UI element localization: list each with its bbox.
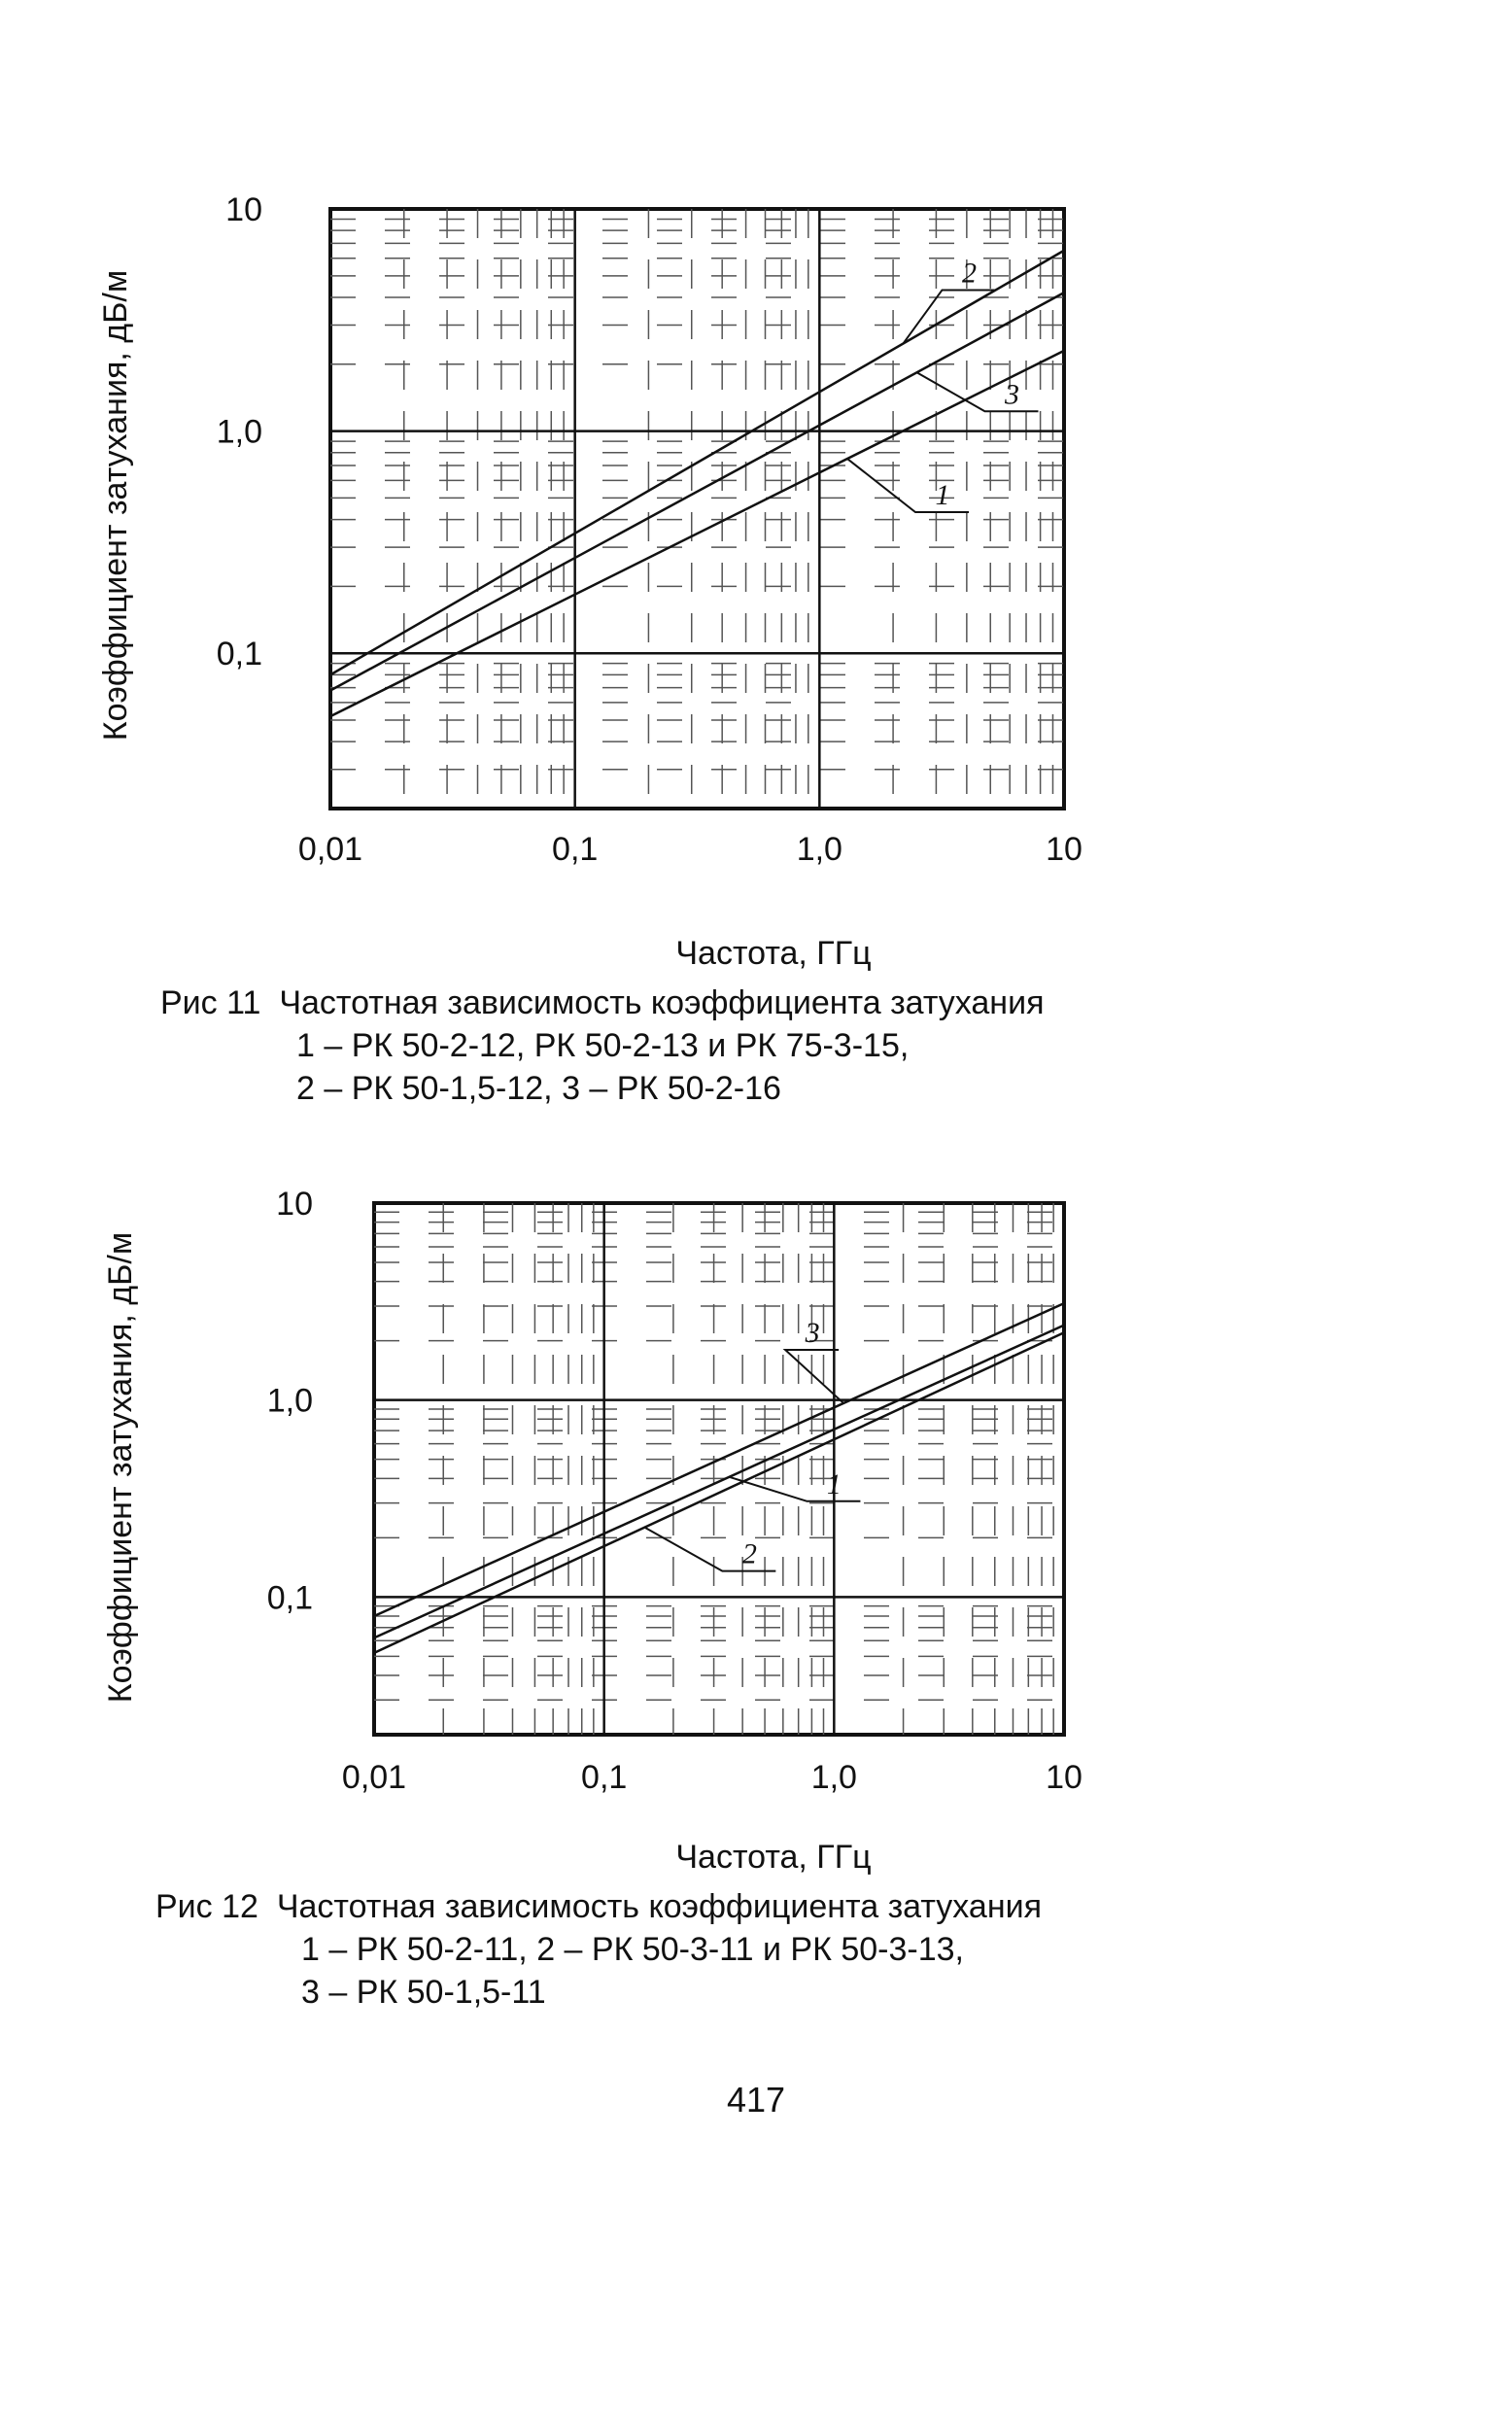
fig11-series-line-1 bbox=[330, 351, 1064, 716]
fig12-plot-frame bbox=[374, 1203, 1064, 1735]
fig11-x-tick-label: 10 bbox=[1046, 831, 1082, 868]
fig11-series-leader-1 bbox=[847, 459, 969, 512]
fig12-y-axis-title: Коэффициент затухания, дБ/м bbox=[102, 1231, 139, 1704]
fig12-y-tick-label: 0,1 bbox=[266, 1579, 313, 1617]
fig11-series-line-2 bbox=[330, 251, 1064, 675]
fig11-caption-line-2: 2 – РК 50-1,5-12, 3 – РК 50-2-16 bbox=[296, 1070, 781, 1107]
fig12-x-tick-label: 0,01 bbox=[341, 1759, 407, 1796]
fig11-x-tick-label: 0,1 bbox=[552, 831, 599, 868]
fig11-series-label-3: 3 bbox=[1004, 378, 1019, 411]
fig11-caption-title-line bbox=[160, 982, 1045, 1024]
fig12-x-tick-label: 1,0 bbox=[810, 1759, 857, 1796]
fig11-series-label-1: 1 bbox=[935, 479, 950, 512]
fig11-caption-label: Рис 11 bbox=[160, 984, 261, 1021]
fig11-y-tick-label: 1,0 bbox=[216, 413, 262, 451]
fig12-series-label-3: 3 bbox=[805, 1316, 820, 1349]
fig11-caption-title: Частотная зависимость коэффициента затухания bbox=[279, 984, 1045, 1021]
fig11-caption bbox=[160, 982, 1045, 1110]
fig11-x-tick-label: 0,01 bbox=[297, 831, 363, 868]
fig12-caption-line-2: 3 – РК 50-1,5-11 bbox=[301, 1974, 546, 2011]
fig11-x-tick-label: 1,0 bbox=[796, 831, 842, 868]
fig12-series-line-1 bbox=[374, 1326, 1064, 1638]
fig12-caption-label: Рис 12 bbox=[155, 1888, 258, 1925]
fig12-x-axis-label: Частота, ГГц bbox=[675, 1839, 872, 1876]
page-number: 417 bbox=[726, 2080, 786, 2120]
fig12-series-label-1: 1 bbox=[826, 1467, 842, 1500]
fig11-x-axis-label: Частота, ГГц bbox=[675, 935, 872, 972]
fig12-caption-title-line bbox=[155, 1885, 1042, 1928]
fig12-series-line-2 bbox=[374, 1332, 1064, 1653]
fig11-y-tick-label: 0,1 bbox=[216, 636, 262, 673]
fig12-x-tick-label: 0,1 bbox=[581, 1759, 628, 1796]
fig11-series-line-3 bbox=[330, 293, 1064, 690]
chart-fig12 bbox=[0, 1147, 1512, 1885]
fig12-caption bbox=[155, 1885, 1042, 2014]
fig12-y-tick-label: 10 bbox=[276, 1186, 313, 1223]
fig12-series-label-2: 2 bbox=[741, 1537, 757, 1570]
fig11-series-leader-3 bbox=[916, 372, 1038, 411]
fig11-y-tick-label: 10 bbox=[225, 191, 262, 228]
fig12-y-tick-label: 1,0 bbox=[266, 1382, 313, 1420]
fig12-caption-line-1: 1 – РК 50-2-11, 2 – РК 50-3-11 и РК 50-3-13, bbox=[301, 1931, 964, 1968]
fig11-series-label-2: 2 bbox=[962, 257, 978, 290]
fig11-plot-frame bbox=[330, 209, 1064, 809]
fig12-caption-title: Частотная зависимость коэффициента затухания bbox=[276, 1888, 1043, 1925]
fig11-caption-line-1: 1 – РК 50-2-12, РК 50-2-13 и РК 75-3-15, bbox=[296, 1027, 910, 1064]
chart-fig11 bbox=[0, 0, 1512, 972]
fig12-x-tick-label: 10 bbox=[1046, 1759, 1082, 1796]
fig11-y-axis-title: Коэффициент затухания, дБ/м bbox=[97, 269, 134, 741]
